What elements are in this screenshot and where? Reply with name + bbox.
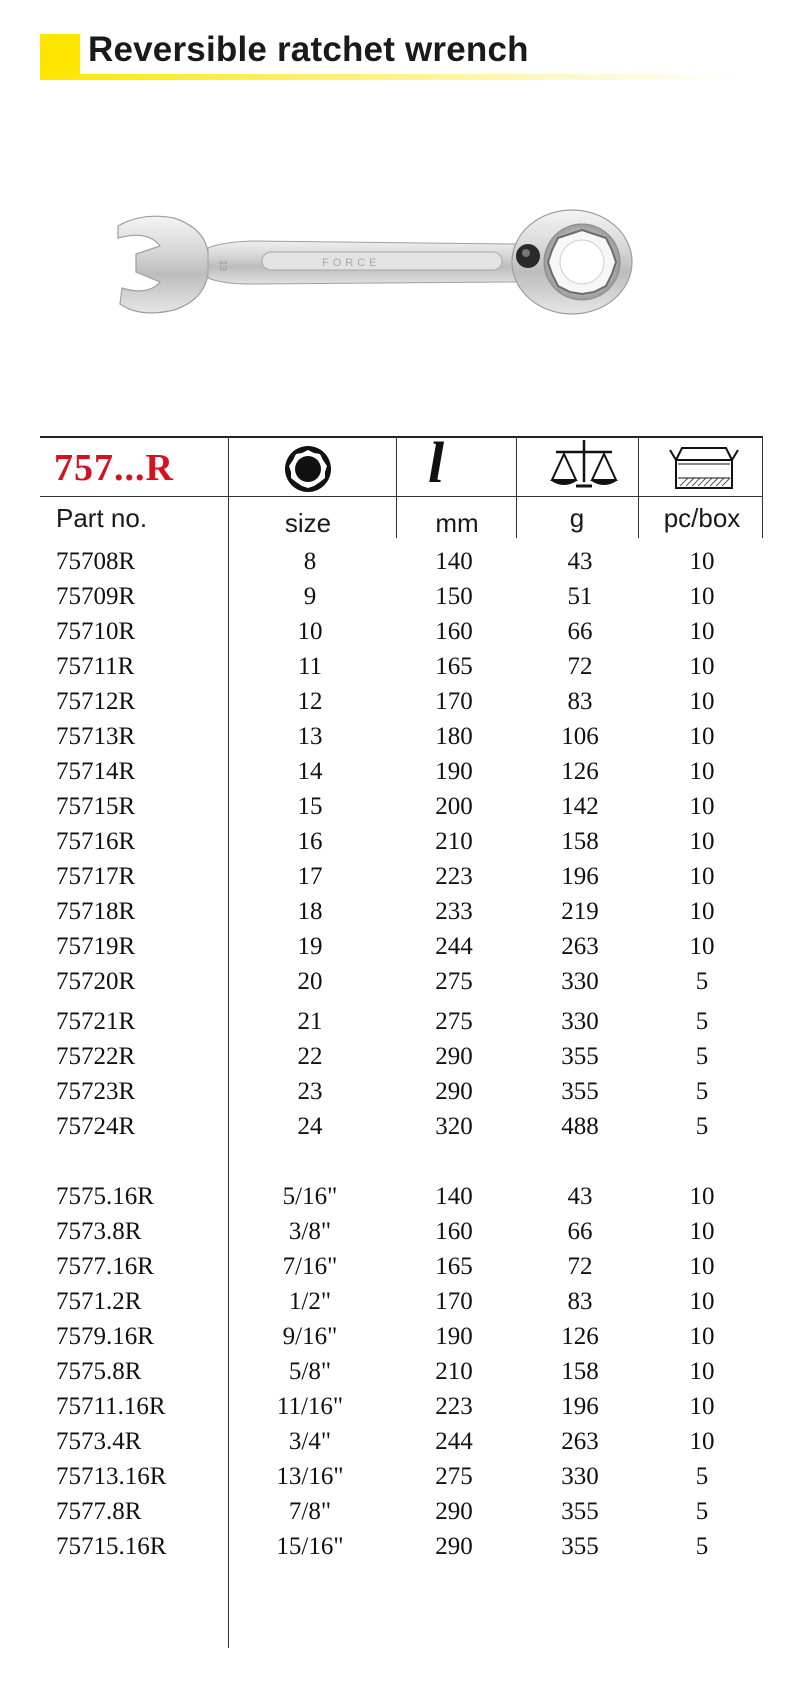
size-cell: 5/16"	[282, 1183, 338, 1210]
pcs-per-box-cell: 10	[689, 1218, 715, 1245]
header-divider	[762, 436, 763, 538]
size-cell: 7/8"	[288, 1498, 332, 1525]
part-number-cell: 75717R	[56, 863, 136, 890]
weight-cell: 126	[561, 758, 599, 785]
weight-cell: 126	[561, 1323, 599, 1350]
length-cell: 210	[435, 828, 473, 855]
table-top-rule	[40, 436, 763, 438]
length-cell: 180	[435, 723, 473, 750]
weight-cell: 263	[561, 1428, 599, 1455]
table-row	[0, 1428, 803, 1464]
pcs-per-box-cell: 10	[689, 1253, 715, 1280]
pcs-per-box-cell: 10	[689, 548, 715, 575]
pcs-per-box-cell: 10	[689, 863, 715, 890]
table-row	[0, 1393, 803, 1429]
size-cell: 16	[297, 828, 323, 855]
weight-cell: 142	[561, 793, 599, 820]
table-row	[0, 1533, 803, 1569]
size-cell: 21	[297, 1008, 323, 1035]
twelve-point-socket-icon	[283, 444, 333, 494]
weight-cell: 43	[567, 548, 593, 575]
pcs-per-box-cell: 5	[695, 1463, 709, 1490]
weight-cell: 355	[561, 1078, 599, 1105]
pcs-per-box-cell: 10	[689, 688, 715, 715]
part-number-cell: 75708R	[56, 548, 136, 575]
weight-cell: 83	[567, 688, 593, 715]
header-divider	[516, 436, 517, 538]
part-number-cell: 75709R	[56, 583, 136, 610]
pcs-per-box-cell: 10	[689, 1183, 715, 1210]
size-cell: 13	[297, 723, 323, 750]
part-number-cell: 7571.2R	[56, 1288, 142, 1315]
part-number-cell: 7573.8R	[56, 1218, 142, 1245]
size-cell: 13/16"	[276, 1463, 344, 1490]
weight-cell: 330	[561, 1463, 599, 1490]
weight-cell: 196	[561, 1393, 599, 1420]
header-part-no: Part no.	[56, 503, 148, 533]
table-row	[0, 898, 803, 934]
length-cell: 190	[435, 758, 473, 785]
part-number-cell: 75710R	[56, 618, 136, 645]
page-title: Reversible ratchet wrench	[88, 30, 529, 69]
length-cell: 165	[435, 1253, 473, 1280]
length-cell: 275	[435, 1008, 473, 1035]
part-number-cell: 75713.16R	[56, 1463, 167, 1490]
length-cell: 290	[435, 1498, 473, 1525]
header-divider	[228, 436, 229, 538]
length-cell: 170	[435, 1288, 473, 1315]
weight-cell: 263	[561, 933, 599, 960]
pcs-per-box-cell: 5	[695, 1113, 709, 1140]
table-header-rule	[40, 496, 763, 497]
brand-engraving: FORCE	[322, 257, 381, 269]
part-number-cell: 75711.16R	[56, 1393, 166, 1420]
table-row	[0, 793, 803, 829]
weight-cell: 158	[561, 1358, 599, 1385]
part-number-cell: 75714R	[56, 758, 136, 785]
table-row	[0, 863, 803, 899]
size-cell: 15/16"	[276, 1533, 344, 1560]
table-row	[0, 583, 803, 619]
length-cell: 223	[435, 863, 473, 890]
length-cell: 290	[435, 1043, 473, 1070]
table-row	[0, 1183, 803, 1219]
weight-cell: 66	[567, 618, 593, 645]
length-cell: 160	[435, 1218, 473, 1245]
part-number-cell: 7577.16R	[56, 1253, 154, 1280]
size-cell: 20	[297, 968, 323, 995]
part-number-cell: 75723R	[56, 1078, 136, 1105]
pcs-per-box-cell: 10	[689, 1323, 715, 1350]
pcs-per-box-cell: 10	[689, 933, 715, 960]
part-number-cell: 75724R	[56, 1113, 136, 1140]
pcs-per-box-cell: 10	[689, 1288, 715, 1315]
pcs-per-box-cell: 10	[689, 1428, 715, 1455]
length-cell: 290	[435, 1078, 473, 1105]
length-cell: 140	[435, 1183, 473, 1210]
ratchet-wrench-image	[112, 208, 692, 328]
part-number-cell: 75720R	[56, 968, 136, 995]
weight-cell: 66	[567, 1218, 593, 1245]
header-pc-per-box: pc/box	[663, 503, 741, 533]
table-row	[0, 1288, 803, 1324]
table-row	[0, 1043, 803, 1079]
part-number-cell: 7579.16R	[56, 1323, 154, 1350]
length-cell: 200	[435, 793, 473, 820]
length-cell: 150	[435, 583, 473, 610]
weight-cell: 355	[561, 1533, 599, 1560]
length-cell: 290	[435, 1533, 473, 1560]
size-cell: 15	[297, 793, 323, 820]
header-size: size	[284, 508, 332, 538]
table-row	[0, 548, 803, 584]
length-cell: 160	[435, 618, 473, 645]
pcs-per-box-cell: 5	[695, 1008, 709, 1035]
length-cell: 233	[435, 898, 473, 925]
part-number-cell: 75712R	[56, 688, 136, 715]
weight-cell: 158	[561, 828, 599, 855]
table-row	[0, 828, 803, 864]
header-divider	[638, 436, 639, 538]
size-cell: 3/4"	[288, 1428, 332, 1455]
size-cell: 23	[297, 1078, 323, 1105]
part-number-cell: 7575.16R	[56, 1183, 154, 1210]
part-number-cell: 75711R	[56, 653, 135, 680]
size-cell: 5/8"	[288, 1358, 332, 1385]
size-cell: 3/8"	[288, 1218, 332, 1245]
size-cell: 11/16"	[276, 1393, 344, 1420]
part-number-cell: 75715.16R	[56, 1533, 167, 1560]
size-cell: 9/16"	[282, 1323, 338, 1350]
box-icon	[668, 444, 740, 492]
length-cell: 170	[435, 688, 473, 715]
pcs-per-box-cell: 10	[689, 758, 715, 785]
length-cell: 320	[435, 1113, 473, 1140]
page-header	[40, 28, 740, 84]
weight-cell: 488	[561, 1113, 599, 1140]
weight-cell: 330	[561, 1008, 599, 1035]
table-row	[0, 1008, 803, 1044]
weight-cell: 219	[561, 898, 599, 925]
pcs-per-box-cell: 5	[695, 1533, 709, 1560]
pcs-per-box-cell: 10	[689, 618, 715, 645]
size-cell: 8	[303, 548, 317, 575]
table-row	[0, 723, 803, 759]
weight-cell: 330	[561, 968, 599, 995]
pcs-per-box-cell: 5	[695, 1078, 709, 1105]
size-cell: 7/16"	[282, 1253, 338, 1280]
table-row	[0, 1113, 803, 1149]
size-cell: 24	[297, 1113, 323, 1140]
size-cell: 9	[303, 583, 317, 610]
part-number-cell: 75719R	[56, 933, 136, 960]
pcs-per-box-cell: 10	[689, 1393, 715, 1420]
part-number-cell: 75722R	[56, 1043, 136, 1070]
header-length-mm: mm	[435, 508, 479, 538]
part-number-cell: 7577.8R	[56, 1498, 142, 1525]
table-row	[0, 1463, 803, 1499]
length-cell: 275	[435, 968, 473, 995]
size-cell: 18	[297, 898, 323, 925]
pcs-per-box-cell: 10	[689, 583, 715, 610]
weight-cell: 196	[561, 863, 599, 890]
part-number-cell: 75715R	[56, 793, 136, 820]
length-cell: 165	[435, 653, 473, 680]
length-cell: 210	[435, 1358, 473, 1385]
weight-cell: 72	[567, 653, 593, 680]
table-row	[0, 653, 803, 689]
part-number-cell: 75716R	[56, 828, 136, 855]
length-cell: 190	[435, 1323, 473, 1350]
header-weight-g: g	[569, 503, 585, 533]
pcs-per-box-cell: 10	[689, 1358, 715, 1385]
size-cell: 11	[297, 653, 323, 680]
table-row	[0, 688, 803, 724]
length-cell: 244	[435, 933, 473, 960]
title-marker-square	[40, 34, 80, 74]
size-cell: 19	[297, 933, 323, 960]
length-cell: 140	[435, 548, 473, 575]
part-number-cell: 75713R	[56, 723, 136, 750]
table-row	[0, 758, 803, 794]
pcs-per-box-cell: 10	[689, 723, 715, 750]
size-cell: 17	[297, 863, 323, 890]
weight-cell: 72	[567, 1253, 593, 1280]
size-engraving: 13	[217, 260, 228, 272]
balance-scale-icon	[548, 440, 620, 492]
size-cell: 12	[297, 688, 323, 715]
pcs-per-box-cell: 5	[695, 1043, 709, 1070]
table-row	[0, 1323, 803, 1359]
pcs-per-box-cell: 10	[689, 898, 715, 925]
length-cell: 275	[435, 1463, 473, 1490]
weight-cell: 355	[561, 1498, 599, 1525]
length-cell: 223	[435, 1393, 473, 1420]
weight-cell: 106	[561, 723, 599, 750]
table-row	[0, 618, 803, 654]
part-number-cell: 75718R	[56, 898, 136, 925]
table-row	[0, 1253, 803, 1289]
size-cell: 14	[297, 758, 323, 785]
pcs-per-box-cell: 10	[689, 793, 715, 820]
table-row	[0, 933, 803, 969]
size-cell: 1/2"	[288, 1288, 332, 1315]
weight-cell: 43	[567, 1183, 593, 1210]
pcs-per-box-cell: 10	[689, 653, 715, 680]
pcs-per-box-cell: 5	[695, 968, 709, 995]
header-divider	[396, 436, 397, 538]
length-l-icon: l	[428, 430, 445, 495]
part-number-cell: 7573.4R	[56, 1428, 142, 1455]
length-cell: 244	[435, 1428, 473, 1455]
part-number-cell: 7575.8R	[56, 1358, 142, 1385]
weight-cell: 355	[561, 1043, 599, 1070]
pcs-per-box-cell: 5	[695, 1498, 709, 1525]
table-row	[0, 1078, 803, 1114]
weight-cell: 51	[567, 583, 593, 610]
size-cell: 10	[297, 618, 323, 645]
table-row	[0, 1498, 803, 1534]
table-row	[0, 968, 803, 1004]
title-underline	[40, 74, 740, 80]
table-row	[0, 1358, 803, 1394]
size-cell: 22	[297, 1043, 323, 1070]
pcs-per-box-cell: 10	[689, 828, 715, 855]
table-row	[0, 1218, 803, 1254]
series-number: 757...R	[54, 447, 174, 489]
part-number-cell: 75721R	[56, 1008, 136, 1035]
weight-cell: 83	[567, 1288, 593, 1315]
